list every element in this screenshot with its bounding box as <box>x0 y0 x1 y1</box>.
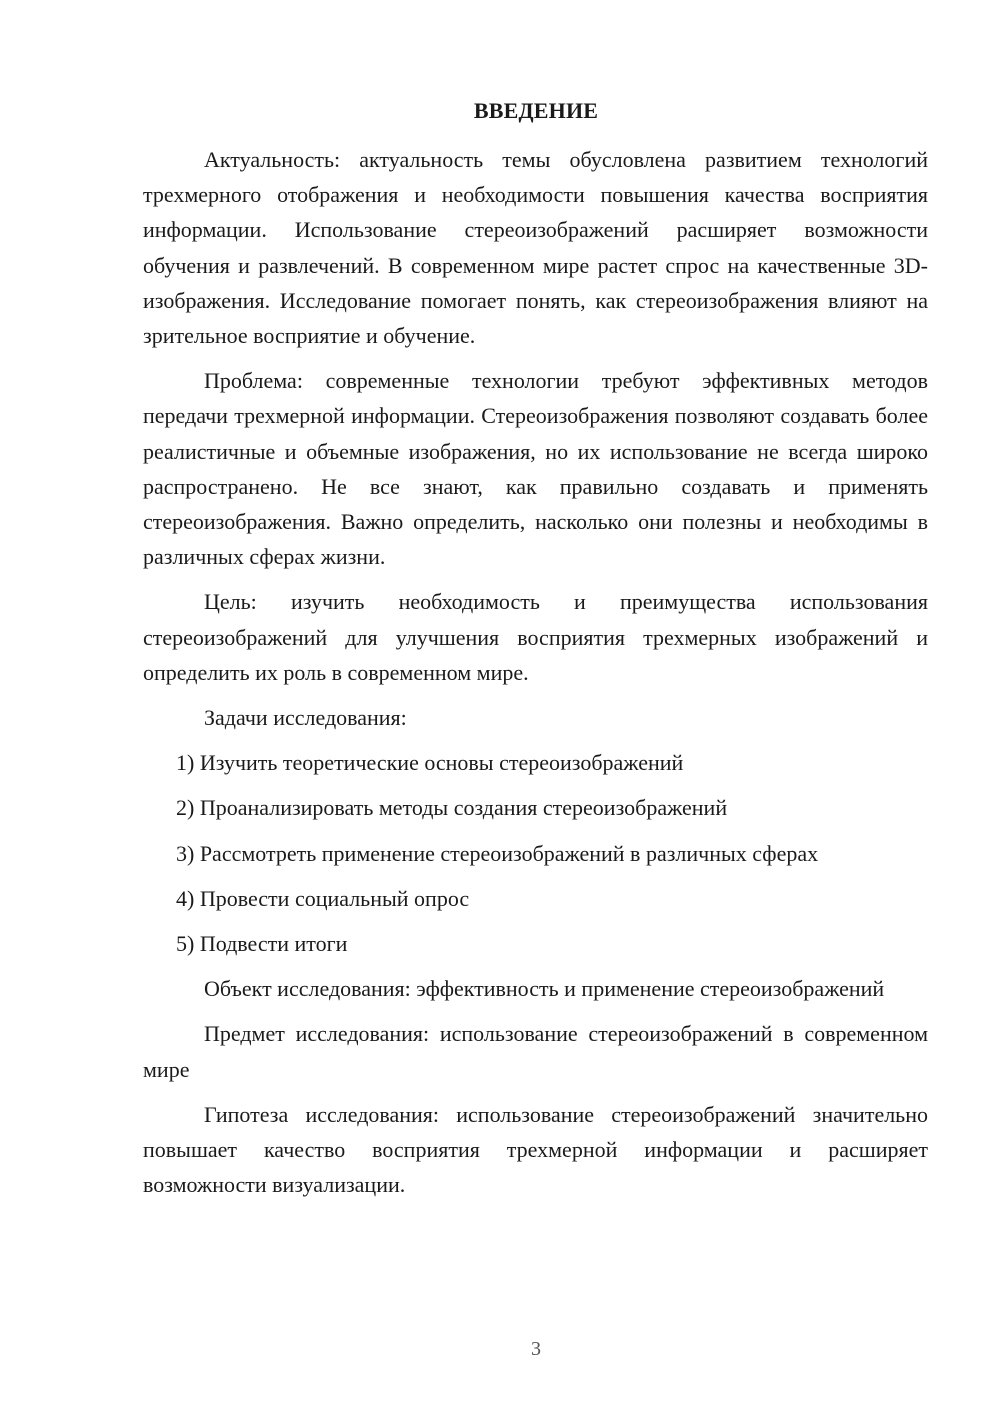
tasks-list <box>143 745 928 961</box>
research-subject-paragraph: Предмет исследования: использование стереоизображений в современном мире <box>143 1021 928 1082</box>
task-item: 5) Подвести итоги <box>176 931 348 957</box>
research-object-paragraph: Объект исследования: эффективность и применение стереоизображений <box>204 976 885 1002</box>
page-title: ВВЕДЕНИЕ <box>473 98 599 123</box>
task-item: 3) Рассмотреть применение стереоизображений в различных сферах <box>176 840 819 866</box>
relevance-paragraph: Актуальность: актуальность темы обусловлена развитием технологий трехмерного отображения и необходимости повышения качества восприятия информации. Использование стереоизображений расширяет возможности обучения и развлечений. В современном мире растет спрос на качественные 3D-изображения. Исследование помогает понять, как стереоизображения влияют на зрительное восприятие и обучение. <box>143 147 928 349</box>
tasks-heading: Задачи исследования: <box>204 705 407 731</box>
task-item: 1) Изучить теоретические основы стереоизображений <box>176 750 684 776</box>
hypothesis-paragraph: Гипотеза исследования: использование стереоизображений значительно повышает качество восприятия трехмерной информации и расширяет возможности визуализации. <box>143 1101 928 1198</box>
task-item: 2) Проанализировать методы создания стереоизображений <box>176 795 728 821</box>
task-item: 4) Провести социальный опрос <box>176 885 470 911</box>
goal-paragraph: Цель: изучить необходимость и преимущества использования стереоизображений для улучшения восприятия трехмерных изображений и определить их роль в современном мире. <box>143 589 928 685</box>
page-content <box>143 142 928 1212</box>
page-number: 3 <box>531 1338 541 1360</box>
problem-paragraph: Проблема: современные технологии требуют эффективных методов передачи трехмерной информации. Стереоизображения позволяют создавать более реалистичные и объемные изображения, но их использование не всегда широко распространено. Не все знают, как правильно создавать и применять стереоизображения. Важно определить, насколько они полезны и необходимы в различных сферах жизни. <box>143 368 928 570</box>
